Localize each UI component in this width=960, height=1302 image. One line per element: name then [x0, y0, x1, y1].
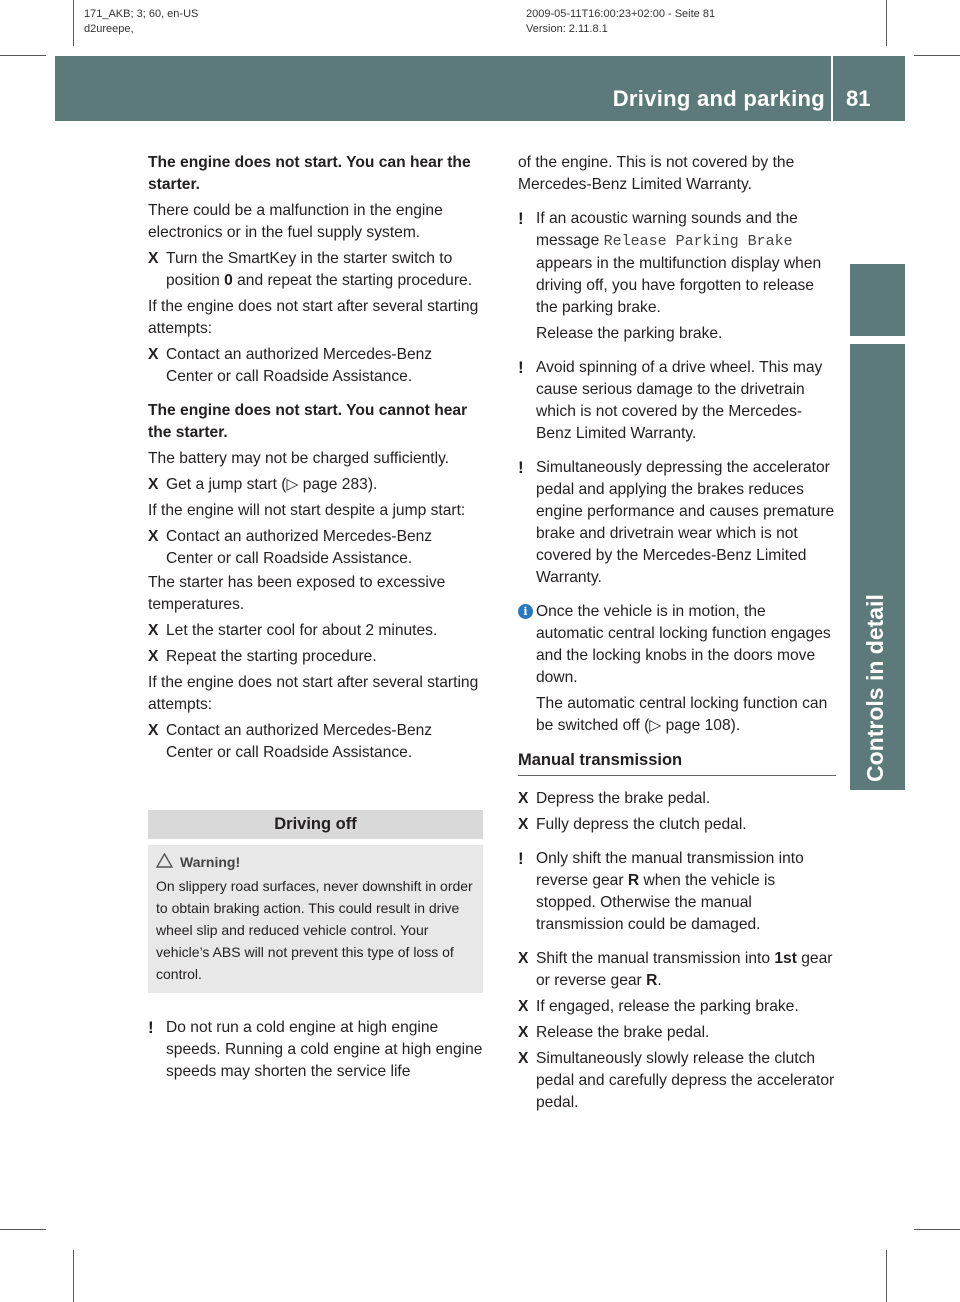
- step-x-icon: X: [518, 998, 529, 1015]
- note-item: ! Avoid spinning of a drive wheel. This may cause serious damage to the drivetrain which is not covered by the Mercedes-Benz Limited Warranty.: [518, 358, 823, 442]
- paragraph: The starter has been exposed to excessive temperatures.: [148, 574, 446, 613]
- paragraph: The battery may not be charged sufficiently.: [148, 450, 450, 467]
- meta-left-line2: d2ureepe,: [84, 23, 134, 35]
- note-item: ! Simultaneously depressing the accelerator pedal and applying the brakes reduces engine performance and causes premature brake and drivetrain wear which is not covered by the Mercedes-Benz Limited Warranty.: [518, 458, 835, 586]
- step-x-icon: X: [518, 950, 529, 967]
- step-item: X Release the brake pedal.: [518, 1022, 836, 1044]
- step-x-icon: X: [518, 816, 529, 833]
- side-tab-label: Controls in detail: [862, 594, 888, 782]
- step-item: X Contact an authorized Mercedes-Benz Center or call Roadside Assistance.: [148, 528, 433, 567]
- exclamation-icon: !: [518, 358, 524, 377]
- step-item: X Shift the manual transmission into 1st gear or reverse gear R.: [518, 950, 833, 989]
- note-item: ! Do not run a cold engine at high engine speeds. Running a cold engine at high engine speeds may shorten the service life: [148, 1018, 483, 1080]
- right-column: [518, 152, 836, 1118]
- exclamation-icon: !: [518, 849, 524, 868]
- page-title: Driving and parking: [612, 86, 825, 111]
- crop-mark: [73, 0, 74, 46]
- step-x-icon: X: [148, 528, 159, 545]
- paragraph: of the engine. This is not covered by the Mercedes-Benz Limited Warranty.: [518, 154, 795, 193]
- step-item: X Contact an authorized Mercedes-Benz Center or call Roadside Assistance.: [148, 346, 433, 385]
- step-x-icon: X: [148, 722, 159, 739]
- step-x-icon: X: [148, 346, 159, 363]
- note-item: ! Only shift the manual transmission into reverse gear R when the vehicle is stopped. Otherwise the manual transmission could be damaged.: [518, 849, 804, 933]
- step-x-icon: X: [148, 622, 159, 639]
- paragraph: If the engine will not start despite a jump start:: [148, 502, 466, 519]
- paragraph: If the engine does not start after several starting attempts:: [148, 298, 479, 337]
- warning-triangle-icon: [156, 853, 173, 868]
- note-item: ! If an acoustic warning sounds and the message Release Parking Brake appears in the multifunction display when driving off, you have forgotten to release the parking brake. Release the parking brake.: [518, 209, 822, 342]
- paragraph: If the engine does not start after several starting attempts:: [148, 674, 479, 713]
- subheading: The engine does not start. You cannot hear the starter.: [148, 402, 468, 441]
- subheading: The engine does not start. You can hear the starter.: [148, 154, 471, 193]
- section-heading: Manual transmission: [518, 749, 836, 776]
- step-x-icon: X: [148, 476, 159, 493]
- crop-mark: [914, 1229, 960, 1230]
- crop-mark: [0, 55, 46, 56]
- step-item: X Turn the SmartKey in the starter switch to position 0 and repeat the starting procedure.: [148, 250, 473, 289]
- step-x-icon: X: [148, 250, 159, 267]
- print-meta-left: [84, 7, 198, 37]
- header-divider: [831, 56, 833, 121]
- left-column: [148, 152, 483, 1095]
- meta-right-line2: Version: 2.11.8.1: [526, 23, 608, 35]
- meta-right-line1: 2009-05-11T16:00:23+02:00 - Seite 81: [526, 8, 716, 20]
- step-x-icon: X: [518, 1050, 529, 1067]
- exclamation-icon: !: [518, 458, 524, 477]
- crop-mark: [886, 0, 887, 46]
- step-item: X Get a jump start (▷ page 283).: [148, 474, 483, 496]
- exclamation-icon: !: [518, 209, 524, 228]
- step-item: X Repeat the starting procedure.: [148, 646, 483, 668]
- step-x-icon: X: [148, 648, 159, 665]
- meta-left-line1: 171_AKB; 3; 60, en-US: [84, 8, 199, 20]
- side-tab: [850, 344, 905, 790]
- step-item: X Contact an authorized Mercedes-Benz Center or call Roadside Assistance.: [148, 722, 433, 761]
- page-number: 81: [846, 86, 871, 111]
- exclamation-icon: !: [148, 1018, 154, 1037]
- crop-mark: [0, 1229, 46, 1230]
- step-item: X Fully depress the clutch pedal.: [518, 814, 836, 836]
- warning-text: On slippery road surfaces, never downshift in order to obtain braking action. This could result in drive wheel slip and reduced vehicle control. Your vehicle’s ABS will not prevent this type of loss of control.: [156, 878, 473, 982]
- crop-mark: [914, 55, 960, 56]
- side-tab-block: [850, 264, 905, 336]
- step-item: X Depress the brake pedal.: [518, 788, 836, 810]
- step-item: X Let the starter cool for about 2 minutes.: [148, 620, 483, 642]
- warning-title: Warning!: [156, 851, 475, 873]
- info-item: i Once the vehicle is in motion, the automatic central locking function engages and the locking knobs in the doors move down. The automatic central locking function can be switched off (▷ page 108).: [518, 601, 836, 737]
- warning-box: [148, 845, 483, 993]
- step-item: X If engaged, release the parking brake.: [518, 996, 836, 1018]
- step-x-icon: X: [518, 790, 529, 807]
- step-x-icon: X: [518, 1024, 529, 1041]
- info-icon: i: [518, 604, 533, 619]
- print-meta-right: [526, 7, 715, 37]
- paragraph: There could be a malfunction in the engine electronics or in the fuel supply system.: [148, 202, 443, 241]
- section-heading: Driving off: [148, 810, 483, 839]
- step-item: X Simultaneously slowly release the clutch pedal and carefully depress the accelerator pedal.: [518, 1050, 835, 1111]
- crop-mark: [886, 1250, 887, 1302]
- crop-mark: [73, 1250, 74, 1302]
